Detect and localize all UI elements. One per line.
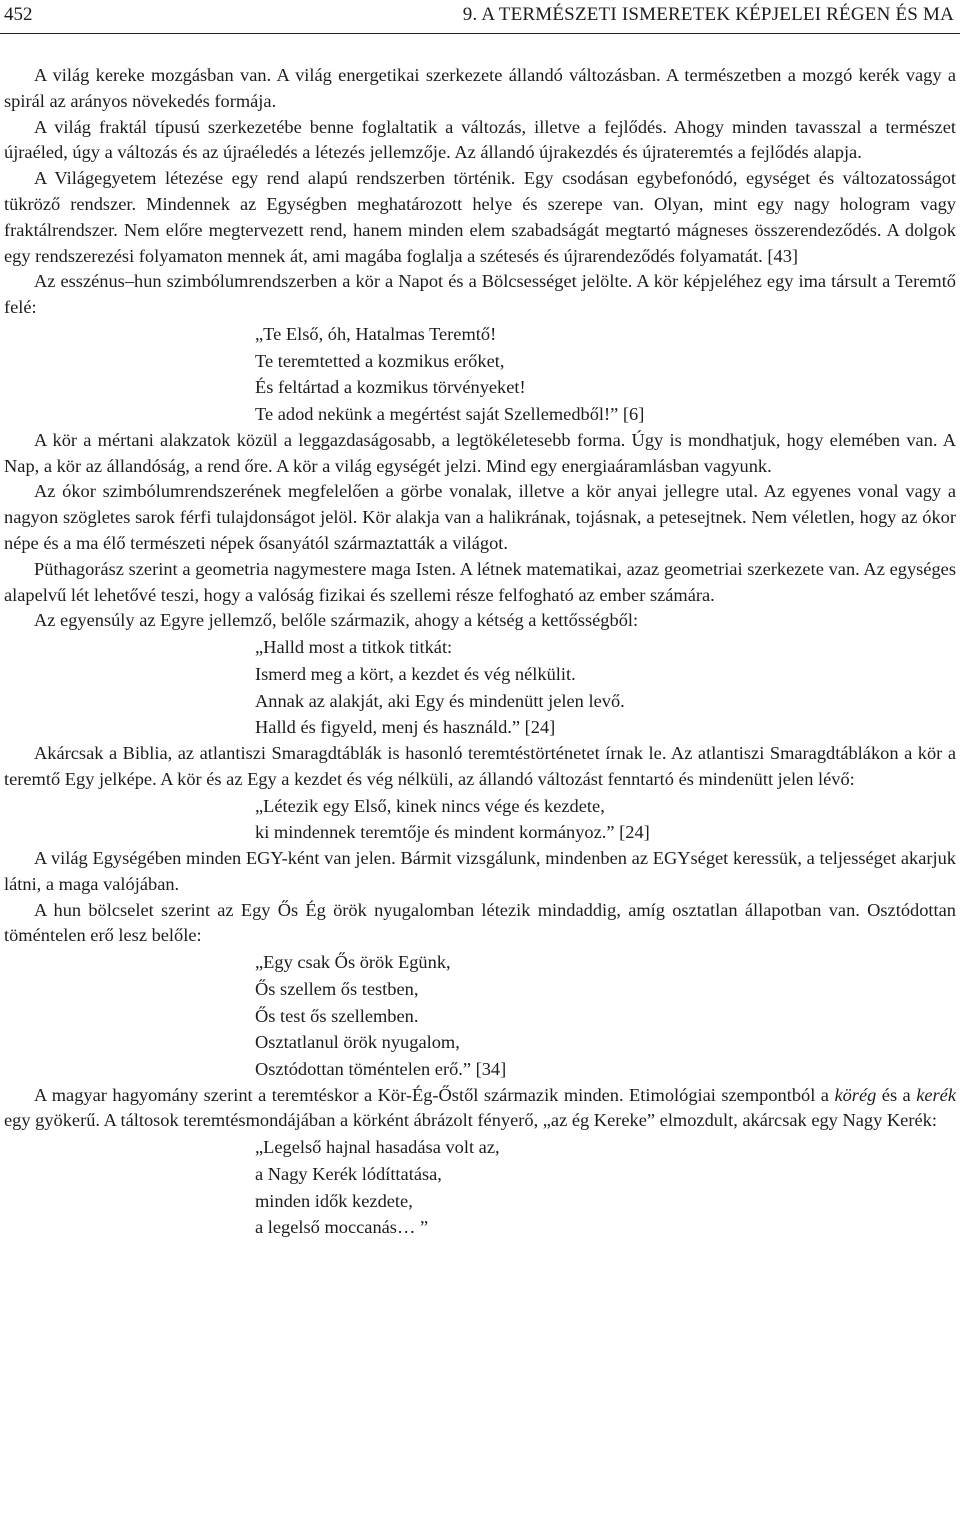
- poem-line: Ismerd meg a kört, a kezdet és vég nélkülit.: [255, 663, 576, 684]
- paragraph: A világ kereke mozgásban van. A világ energetikai szerkezete állandó változásban. A természetben a mozgó kerék vagy a spirál az arányos növekedés formája.: [4, 65, 956, 111]
- poem-line: Halld és figyeld, menj és használd.” [24]: [255, 717, 556, 738]
- poem-line: Annak az alakját, aki Egy és mindenütt jelen levő.: [255, 690, 625, 711]
- poem-line: a legelső moccanás… ”: [255, 1217, 429, 1238]
- poem-quote: [4, 1134, 956, 1241]
- paragraph-text: A magyar hagyomány szerint a teremtéskor a Kör-Ég-Őstől származik minden. Etimológiai szempontból a: [34, 1084, 835, 1105]
- poem-line: Ős szellem ős testben,: [255, 978, 419, 999]
- poem-line: ki mindennek teremtője és mindent kormányoz.” [24]: [255, 822, 650, 843]
- poem-line: Osztatlanul örök nyugalom,: [255, 1032, 460, 1053]
- paragraph: A hun bölcselet szerint az Egy Ős Ég örök nyugalomban létezik mindaddig, amíg osztatlan állapotban van. Osztódottan töméntelen erő lesz belőle:: [4, 899, 956, 946]
- paragraph-text: és a: [876, 1084, 917, 1105]
- running-header: 9. A TERMÉSZETI ISMERETEK KÉPJELEI RÉGEN ÉS MA: [462, 4, 954, 25]
- paragraph: Az egyensúly az Egyre jellemző, belőle származik, ahogy a kétség a kettősségből:: [34, 610, 639, 631]
- poem-line: „Halld most a titkok titkát:: [255, 637, 453, 658]
- paragraph: Az esszénus–hun szimbólumrendszerben a kör a Napot és a Bölcsességet jelölte. A kör képjeléhez egy ima társult a Teremtő felé:: [4, 271, 956, 318]
- paragraph: A világ fraktál típusú szerkezetébe benne foglaltatik a változás, illetve a fejlődés. Ahogy minden tavasszal a természet újraéled, úgy a változás és az újraéledés a létezés jellemzője. Az állandó újrakezdés és újrateremtés a fejlődés alapja.: [4, 116, 956, 163]
- emphasized-word: körég: [834, 1084, 877, 1105]
- poem-quote: [4, 634, 956, 741]
- poem-quote: [4, 793, 956, 846]
- poem-quote: [4, 321, 956, 428]
- poem-quote: [4, 949, 956, 1083]
- page-body: [4, 63, 956, 1241]
- poem-line: Osztódottan töméntelen erő.” [34]: [255, 1058, 507, 1079]
- poem-line: Te teremtetted a kozmikus erőket,: [255, 350, 505, 371]
- poem-line: „Te Első, óh, Hatalmas Teremtő!: [255, 323, 497, 344]
- poem-line: a Nagy Kerék lódíttatása,: [255, 1163, 442, 1184]
- header-rule: [0, 33, 960, 34]
- poem-line: Te adod nekünk a megértést saját Szellemedből!” [6]: [255, 404, 645, 425]
- poem-line: Ős test ős szellemben.: [255, 1005, 419, 1026]
- poem-line: „Létezik egy Első, kinek nincs vége és kezdete,: [255, 795, 605, 816]
- paragraph: [4, 1083, 956, 1135]
- poem-line: És feltártad a kozmikus törvényeket!: [255, 377, 526, 398]
- page-number: 452: [4, 4, 33, 25]
- poem-line: minden idők kezdete,: [255, 1190, 413, 1211]
- paragraph: Az ókor szimbólumrendszerének megfelelően a görbe vonalak, illetve a kör anyai jellegre utal. Az egyenes vonal vagy a nagyon szögletes sarok férfi tulajdonságot jelöl. Kör alakja van a halikrának, tojásnak, a petesejtnek. Nem véletlen, hogy az ókor népe és a ma élő természeti népek ősanyától származtatták a világot.: [4, 481, 956, 553]
- emphasized-word: kerék: [916, 1084, 956, 1105]
- paragraph: A kör a mértani alakzatok közül a leggazdaságosabb, a legtökéletesebb forma. Úgy is mondhatjuk, hogy elemében van. A Nap, a kör az állandóság, a rend őre. A kör a világ egységét jelzi. Mind egy energiaáramlásban vagyunk.: [4, 429, 956, 476]
- poem-line: „Legelső hajnal hasadása volt az,: [255, 1137, 500, 1158]
- paragraph: Püthagorász szerint a geometria nagymestere maga Isten. A létnek matematikai, azaz geometriai szerkezete van. Az egységes alapelvű lét lehetővé teszi, hogy a valóság fizikai és szellemi része felfogható az ember számára.: [4, 558, 956, 605]
- paragraph: Akárcsak a Biblia, az atlantiszi Smaragdtáblák is hasonló teremtéstörténetet írnak le. Az atlantiszi Smaragdtáblákon a kör a teremtő Egy jelképe. A kör és az Egy a kezdet és vég nélküli, az állandó változást fenntartó és mindenütt jelen lévő:: [4, 742, 956, 789]
- poem-line: „Egy csak Ős örök Egünk,: [255, 952, 451, 973]
- paragraph-text: egy gyökerű. A táltosok teremtésmondájában a körként ábrázolt fényerő, „az ég Kereke” elmozdult, akárcsak egy Nagy Kerék:: [4, 1110, 937, 1131]
- paragraph: A Világegyetem létezése egy rend alapú rendszerben történik. Egy csodásan egybefonódó, egységet és változatosságot tükröző rendszer. Mindennek az Egységben meghatározott helye és szerepe van. Olyan, mint egy nagy hologram vagy fraktálrendszer. Nem előre megtervezett rend, hanem minden elem szabadságát megtartó mágneses összerendeződés. A dolgok egy rendszerezési folyamaton mennek át, ami magába foglalja a szétesés és újrarendeződés folyamatát. [43]: [4, 168, 956, 266]
- paragraph: A világ Egységében minden EGY-ként van jelen. Bármit vizsgálunk, mindenben az EGYséget keressük, a teljességet akarjuk látni, a maga valójában.: [4, 847, 956, 894]
